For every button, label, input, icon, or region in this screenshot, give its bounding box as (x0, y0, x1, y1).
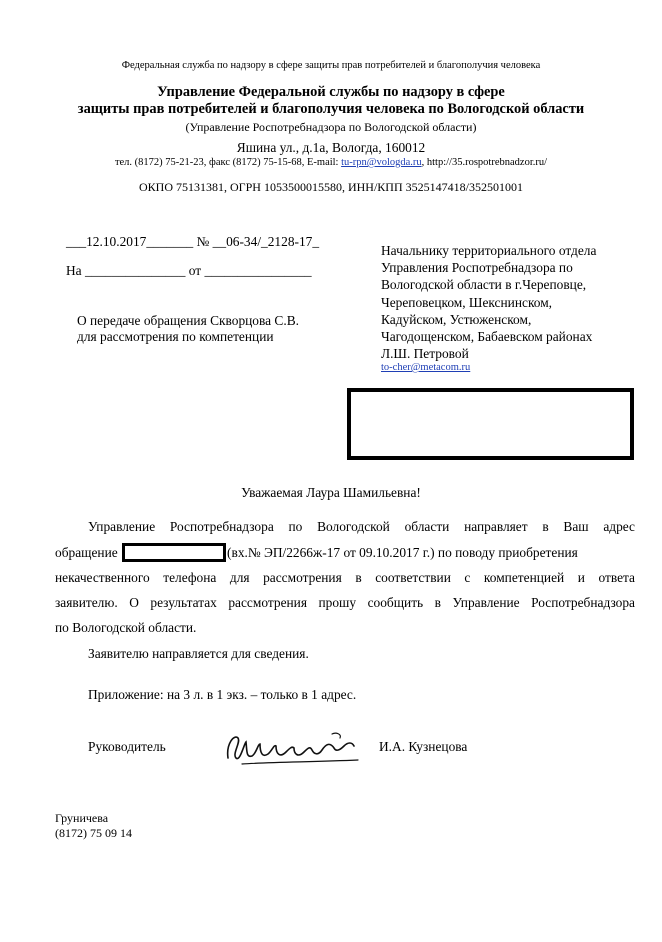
redacted-name (122, 543, 226, 562)
recipient-line: Л.Ш. Петровой (381, 346, 469, 362)
greeting: Уважаемая Лаура Шамильевна! (241, 485, 421, 500)
recipient-line: Вологодской области в г.Череповце, (381, 277, 587, 293)
recipient-email-link[interactable]: to-cher@metacom.ru (381, 362, 471, 373)
handwritten-signature (222, 724, 362, 768)
attachment-line: Приложение: на 3 л. в 1 экз. – только в 1 адрес. (88, 687, 357, 702)
executor-phone: (8172) 75 09 14 (55, 826, 132, 840)
body-paragraph-2: Заявителю направляется для сведения. (88, 646, 309, 661)
body-line-5: по Вологодской области. (55, 620, 197, 635)
subject-line-1: О передаче обращения Скворцова С.В. (77, 313, 299, 328)
registration-codes: ОКПО 75131381, ОГРН 1053500015580, ИНН/КПП 3525147418/352501001 (139, 180, 523, 194)
address: Яшина ул., д.1а, Вологда, 160012 (236, 140, 426, 155)
recipient-line: Череповецком, Шекснинском, (381, 294, 553, 310)
signatory-name: И.А. Кузнецова (379, 739, 468, 754)
redaction-box (347, 388, 634, 460)
email-link[interactable]: tu-rpn@vologda.ru (341, 157, 422, 168)
title-line-2: защиты прав потребителей и благополучия человека по Вологодской области (77, 101, 585, 117)
recipient-line: Управления Роспотребнадзора по (381, 260, 573, 276)
body-line-1: Управление Роспотребнадзора по Вологодской области направляет в Ваш адрес (88, 519, 635, 534)
reference-line: На _______________ от ________________ (66, 263, 312, 278)
agency-line: Федеральная служба по надзору в сфере защиты прав потребителей и благополучия человека (121, 60, 541, 71)
outgoing-date-number: ___12.10.2017_______ № __06-34/_2128-17_ (66, 234, 320, 249)
body-line-3: некачественного телефона для рассмотрения в соответствии с компетенцией и ответа (55, 570, 635, 585)
title-line-1: Управление Федеральной службы по надзору в сфере (157, 84, 505, 100)
signatory-position: Руководитель (88, 739, 166, 754)
recipient-line: Чагодощенском, Бабаевском районах (381, 329, 593, 345)
recipient-block (381, 242, 596, 362)
body-line-2-end: (вх.№ ЭП/2266ж-17 от 09.10.2017 г.) по поводу приобретения (227, 545, 578, 560)
signature-graphic (222, 724, 362, 768)
recipient-line: Начальнику территориального отдела (381, 243, 597, 258)
subject-line-2: для рассмотрения по компетенции (77, 329, 274, 344)
body-line-2 (55, 543, 635, 562)
recipient-line: Кадуйском, Устюженском, (381, 311, 532, 327)
contacts-suffix: , http://35.rospotrebnadzor.ru/ (421, 157, 548, 168)
short-name: (Управление Роспотребнадзора по Вологодской области) (185, 120, 477, 134)
contacts-prefix: тел. (8172) 75-21-23, факс (8172) 75-15-68, E-mail: (114, 157, 342, 168)
contacts-line (0, 157, 662, 168)
body-line-4: заявителю. О результатах рассмотрения прошу сообщить в Управление Роспотребнадзора (55, 595, 635, 610)
executor-name: Груничева (55, 811, 109, 825)
body-line-2-start: обращение (55, 545, 118, 560)
